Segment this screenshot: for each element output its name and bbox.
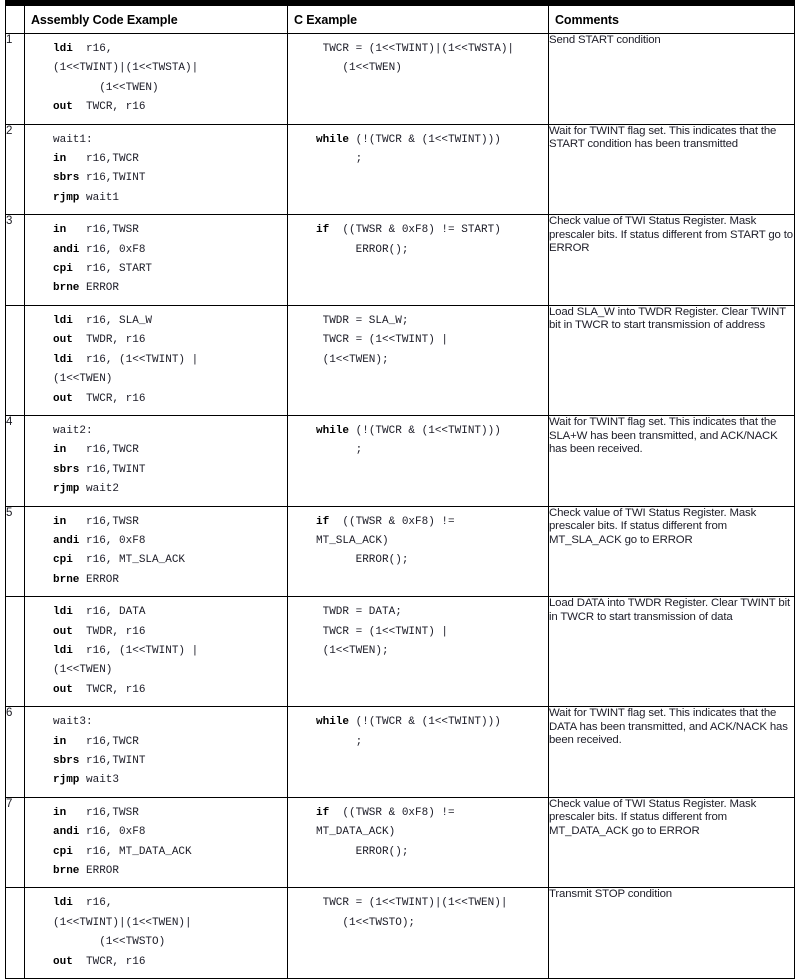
table-row bbox=[6, 797, 795, 888]
mnemonic: andi bbox=[53, 243, 80, 256]
mnemonic: in bbox=[53, 153, 67, 166]
code-line: (1<<TWEN) bbox=[53, 664, 113, 677]
comment-text: Check value of TWI Status Register. Mask prescaler bits. If status different from MT_DATA_ACK go to ERROR bbox=[549, 797, 757, 837]
comment-text: Check value of TWI Status Register. Mask prescaler bits. If status different from MT_SLA_ACK go to ERROR bbox=[549, 506, 757, 546]
code-line: ldi r16, bbox=[53, 897, 113, 910]
c-code-cell bbox=[288, 597, 549, 707]
code-line: ERROR(); bbox=[316, 845, 409, 858]
code-line: in r16,TWSR bbox=[53, 515, 139, 528]
code-line: brne ERROR bbox=[53, 573, 120, 586]
code-line: brne ERROR bbox=[53, 282, 120, 295]
code-line: ldi r16, SLA_W bbox=[53, 314, 153, 327]
comment-cell bbox=[549, 215, 795, 306]
c-code-cell bbox=[288, 797, 549, 888]
c-keyword: if bbox=[316, 806, 330, 819]
mnemonic: in bbox=[53, 444, 67, 457]
code-line: ERROR(); bbox=[316, 243, 409, 256]
row-number-cell bbox=[6, 415, 25, 506]
comment-cell bbox=[549, 124, 795, 215]
row-number: 3 bbox=[6, 215, 13, 228]
code-line: (1<<TWEN) bbox=[316, 62, 402, 75]
row-number-cell bbox=[6, 597, 25, 707]
code-line: cpi r16, MT_SLA_ACK bbox=[53, 554, 186, 567]
c-code-block bbox=[288, 507, 548, 577]
mnemonic: cpi bbox=[53, 263, 73, 276]
code-line: (1<<TWINT)|(1<<TWSTA)| bbox=[53, 62, 199, 75]
row-number-cell bbox=[6, 888, 25, 979]
code-line: TWDR = SLA_W; bbox=[316, 314, 409, 327]
column-header-assembly: Assembly Code Example bbox=[25, 6, 288, 34]
comment-text: Wait for TWINT flag set. This indicates that the SLA+W has been transmitted, and ACK/NACK has been received. bbox=[549, 415, 778, 456]
table-row bbox=[6, 305, 795, 415]
assembly-code-cell bbox=[25, 707, 288, 798]
code-line: in r16,TWCR bbox=[53, 444, 139, 457]
assembly-code-cell bbox=[25, 797, 288, 888]
comment-cell bbox=[549, 415, 795, 506]
code-line: in r16,TWSR bbox=[53, 806, 139, 819]
c-code-cell bbox=[288, 707, 549, 798]
code-line: (1<<TWSTO); bbox=[316, 916, 416, 929]
c-code-block bbox=[288, 707, 548, 758]
mnemonic: ldi bbox=[53, 43, 73, 55]
code-line: while (!(TWCR & (1<<TWINT))) bbox=[316, 716, 501, 729]
code-line: rjmp wait2 bbox=[53, 483, 120, 496]
c-code-block bbox=[288, 215, 548, 266]
code-line: TWCR = (1<<TWINT)|(1<<TWSTA)| bbox=[316, 43, 515, 55]
code-line: out TWDR, r16 bbox=[53, 334, 146, 347]
c-code-cell bbox=[288, 506, 549, 597]
code-line: out TWCR, r16 bbox=[53, 101, 146, 114]
code-line: TWDR = DATA; bbox=[316, 606, 402, 619]
c-code-block bbox=[288, 798, 548, 868]
assembly-code-block bbox=[25, 507, 287, 597]
comment-text: Send START condition bbox=[549, 34, 661, 46]
code-line: wait1: bbox=[53, 133, 93, 146]
code-line: out TWCR, r16 bbox=[53, 683, 146, 696]
assembly-code-block bbox=[25, 306, 287, 415]
assembly-code-block bbox=[25, 707, 287, 797]
assembly-code-block bbox=[25, 416, 287, 506]
table-row bbox=[6, 888, 795, 979]
mnemonic: sbrs bbox=[53, 463, 80, 476]
twi-code-table bbox=[5, 5, 795, 979]
comment-text: Wait for TWINT flag set. This indicates that the START condition has been transmitted bbox=[549, 124, 777, 151]
mnemonic: ldi bbox=[53, 644, 73, 657]
assembly-code-cell bbox=[25, 415, 288, 506]
c-keyword: while bbox=[316, 716, 350, 729]
row-number: 5 bbox=[6, 506, 13, 519]
c-keyword: if bbox=[316, 224, 330, 237]
mnemonic: out bbox=[53, 101, 73, 114]
assembly-code-cell bbox=[25, 215, 288, 306]
code-line: (1<<TWINT)|(1<<TWEN)| bbox=[53, 916, 192, 929]
row-number-cell bbox=[6, 305, 25, 415]
code-line: while (!(TWCR & (1<<TWINT))) bbox=[316, 133, 501, 146]
column-header-number bbox=[6, 6, 25, 34]
comment-text: Load DATA into TWDR Register. Clear TWINT bit in TWCR to start transmission of data bbox=[549, 597, 790, 623]
c-code-block bbox=[288, 888, 548, 939]
c-code-cell bbox=[288, 888, 549, 979]
code-line: TWCR = (1<<TWINT)|(1<<TWEN)| bbox=[316, 897, 508, 910]
code-line: (1<<TWEN); bbox=[316, 644, 389, 657]
assembly-code-cell bbox=[25, 34, 288, 125]
mnemonic: in bbox=[53, 735, 67, 748]
assembly-code-cell bbox=[25, 888, 288, 979]
code-line: (1<<TWEN); bbox=[316, 353, 389, 366]
c-code-block bbox=[288, 597, 548, 667]
assembly-code-cell bbox=[25, 124, 288, 215]
c-code-cell bbox=[288, 305, 549, 415]
table-body bbox=[6, 34, 795, 979]
mnemonic: in bbox=[53, 224, 67, 237]
column-header-c: C Example bbox=[288, 6, 549, 34]
mnemonic: brne bbox=[53, 865, 80, 878]
code-line: sbrs r16,TWINT bbox=[53, 172, 146, 185]
mnemonic: out bbox=[53, 955, 73, 968]
c-code-cell bbox=[288, 124, 549, 215]
code-line: brne ERROR bbox=[53, 865, 120, 878]
assembly-code-block bbox=[25, 798, 287, 888]
mnemonic: ldi bbox=[53, 314, 73, 327]
code-line: wait3: bbox=[53, 716, 93, 729]
comment-cell bbox=[549, 597, 795, 707]
code-line: ldi r16, DATA bbox=[53, 606, 146, 619]
c-code-block bbox=[288, 416, 548, 467]
table-row bbox=[6, 597, 795, 707]
code-line: andi r16, 0xF8 bbox=[53, 534, 146, 547]
code-line: TWCR = (1<<TWINT) | bbox=[316, 334, 449, 347]
assembly-code-cell bbox=[25, 506, 288, 597]
table-row bbox=[6, 707, 795, 798]
twi-table-wrapper bbox=[5, 5, 795, 979]
column-header-comments: Comments bbox=[549, 6, 795, 34]
row-number-cell bbox=[6, 707, 25, 798]
code-line: sbrs r16,TWINT bbox=[53, 463, 146, 476]
comment-cell bbox=[549, 305, 795, 415]
table-row bbox=[6, 415, 795, 506]
assembly-code-block bbox=[25, 34, 287, 124]
code-line: andi r16, 0xF8 bbox=[53, 826, 146, 839]
code-line: out TWCR, r16 bbox=[53, 955, 146, 968]
assembly-code-block bbox=[25, 888, 287, 978]
c-code-cell bbox=[288, 415, 549, 506]
code-line: ; bbox=[316, 735, 363, 748]
mnemonic: rjmp bbox=[53, 191, 80, 204]
code-line: if ((TWSR & 0xF8) != bbox=[316, 806, 455, 819]
row-number: 2 bbox=[6, 124, 13, 137]
mnemonic: in bbox=[53, 806, 67, 819]
table-row bbox=[6, 506, 795, 597]
code-line: MT_DATA_ACK) bbox=[316, 826, 396, 839]
c-keyword: while bbox=[316, 133, 350, 146]
mnemonic: andi bbox=[53, 534, 80, 547]
table-row bbox=[6, 124, 795, 215]
row-number: 7 bbox=[6, 797, 13, 810]
code-line: wait2: bbox=[53, 424, 93, 437]
comment-cell bbox=[549, 506, 795, 597]
code-line: ldi r16, (1<<TWINT) | bbox=[53, 644, 199, 657]
c-code-block bbox=[288, 125, 548, 176]
code-line: ERROR(); bbox=[316, 554, 409, 567]
mnemonic: out bbox=[53, 392, 73, 405]
mnemonic: ldi bbox=[53, 606, 73, 619]
mnemonic: in bbox=[53, 515, 67, 528]
comment-text: Check value of TWI Status Register. Mask prescaler bits. If status different from START go to ERROR bbox=[549, 215, 793, 255]
mnemonic: ldi bbox=[53, 353, 73, 366]
table-row bbox=[6, 215, 795, 306]
code-line: sbrs r16,TWINT bbox=[53, 755, 146, 767]
row-number: 1 bbox=[6, 34, 13, 46]
table-row bbox=[6, 34, 795, 125]
c-code-cell bbox=[288, 34, 549, 125]
code-line: ; bbox=[316, 153, 363, 166]
mnemonic: sbrs bbox=[53, 755, 80, 767]
row-number: 6 bbox=[6, 707, 13, 720]
mnemonic: cpi bbox=[53, 554, 73, 567]
row-number: 4 bbox=[6, 415, 13, 428]
mnemonic: cpi bbox=[53, 845, 73, 858]
assembly-code-cell bbox=[25, 597, 288, 707]
assembly-code-cell bbox=[25, 305, 288, 415]
c-keyword: if bbox=[316, 515, 330, 528]
code-line: ldi r16, (1<<TWINT) | bbox=[53, 353, 199, 366]
code-line: out TWCR, r16 bbox=[53, 392, 146, 405]
header-row bbox=[6, 6, 795, 34]
mnemonic: ldi bbox=[53, 897, 73, 910]
comment-text: Load SLA_W into TWDR Register. Clear TWINT bit in TWCR to start transmission of address bbox=[549, 305, 786, 332]
code-line: TWCR = (1<<TWINT) | bbox=[316, 625, 449, 638]
comment-text: Wait for TWINT flag set. This indicates that the DATA has been transmitted, and ACK/NACK has been received. bbox=[549, 707, 788, 747]
mnemonic: out bbox=[53, 683, 73, 696]
comment-cell bbox=[549, 797, 795, 888]
comment-cell bbox=[549, 707, 795, 798]
row-number-cell bbox=[6, 215, 25, 306]
code-line: while (!(TWCR & (1<<TWINT))) bbox=[316, 424, 501, 437]
code-line: MT_SLA_ACK) bbox=[316, 534, 389, 547]
code-line: ; bbox=[316, 444, 363, 457]
code-line: ldi r16, bbox=[53, 43, 113, 55]
code-line: in r16,TWCR bbox=[53, 153, 139, 166]
mnemonic: brne bbox=[53, 573, 80, 586]
row-number-cell bbox=[6, 124, 25, 215]
row-number-cell bbox=[6, 506, 25, 597]
code-line: rjmp wait1 bbox=[53, 191, 120, 204]
assembly-code-block bbox=[25, 597, 287, 706]
comment-cell bbox=[549, 888, 795, 979]
c-keyword: while bbox=[316, 424, 350, 437]
code-line: (1<<TWEN) bbox=[53, 81, 159, 94]
code-line: (1<<TWSTO) bbox=[53, 936, 166, 949]
c-code-block bbox=[288, 34, 548, 85]
row-number-cell bbox=[6, 34, 25, 125]
code-line: cpi r16, START bbox=[53, 263, 153, 276]
code-line: out TWDR, r16 bbox=[53, 625, 146, 638]
mnemonic: rjmp bbox=[53, 483, 80, 496]
code-line: (1<<TWEN) bbox=[53, 373, 113, 386]
code-line: rjmp wait3 bbox=[53, 774, 120, 787]
mnemonic: rjmp bbox=[53, 774, 80, 787]
code-line: in r16,TWCR bbox=[53, 735, 139, 748]
c-code-cell bbox=[288, 215, 549, 306]
code-line: andi r16, 0xF8 bbox=[53, 243, 146, 256]
code-line: if ((TWSR & 0xF8) != START) bbox=[316, 224, 501, 237]
comment-cell bbox=[549, 34, 795, 125]
assembly-code-block bbox=[25, 215, 287, 305]
mnemonic: andi bbox=[53, 826, 80, 839]
code-line: cpi r16, MT_DATA_ACK bbox=[53, 845, 192, 858]
row-number-cell bbox=[6, 797, 25, 888]
code-line: in r16,TWSR bbox=[53, 224, 139, 237]
mnemonic: out bbox=[53, 625, 73, 638]
c-code-block bbox=[288, 306, 548, 376]
table-header bbox=[6, 6, 795, 34]
code-line: if ((TWSR & 0xF8) != bbox=[316, 515, 455, 528]
mnemonic: brne bbox=[53, 282, 80, 295]
assembly-code-block bbox=[25, 125, 287, 215]
comment-text: Transmit STOP condition bbox=[549, 888, 672, 901]
mnemonic: sbrs bbox=[53, 172, 80, 185]
mnemonic: out bbox=[53, 334, 73, 347]
